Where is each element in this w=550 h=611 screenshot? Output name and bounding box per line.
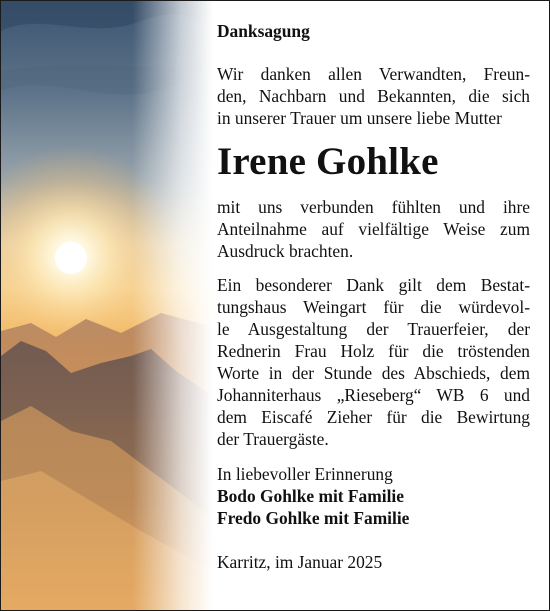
sunset-landscape-graphic: [1, 1, 213, 610]
signature-line: Bodo Gohlke mit Familie: [217, 486, 404, 506]
thanks-paragraph: [217, 196, 530, 262]
sunset-mountain-image: [1, 1, 213, 610]
closing-phrase: In liebevoller Erinnerung: [217, 464, 393, 484]
special-thanks-line: der Trauergäste.: [217, 429, 329, 449]
special-thanks-paragraph: [217, 274, 530, 450]
signature-line: Fredo Gohlke mit Familie: [217, 508, 410, 528]
deceased-name: Irene Gohlke: [217, 140, 439, 183]
notice-heading: Danksagung: [217, 21, 310, 41]
place-and-date: Karritz, im Januar 2025: [217, 552, 383, 572]
intro-line: in unserer Trauer um unsere liebe Mutter: [217, 108, 502, 128]
intro-line: Wir danken allen Verwandten, Freun-: [217, 64, 530, 84]
special-thanks-line: Rednerin Frau Holz für die tröstenden: [217, 341, 530, 361]
special-thanks-line: dem Eiscafé Zieher für die Bewirtung: [217, 407, 530, 427]
special-thanks-line: Johanniterhaus „Rieseberg“ WB 6 und: [217, 385, 530, 405]
special-thanks-line: le Ausgestaltung der Trauerfeier, der: [217, 319, 530, 339]
thanks-line: Anteilnahme auf vielfältige Weise zum: [217, 219, 530, 239]
closing-block: [217, 463, 530, 573]
thanks-line: Ausdruck brachten.: [217, 241, 354, 261]
special-thanks-line: Ein besonderer Dank gilt dem Bestat-: [217, 275, 530, 295]
thanks-line: mit uns verbunden fühlten und ihre: [217, 197, 530, 217]
notice-text: [217, 20, 530, 573]
special-thanks-line: Worte in der Stunde des Abschieds, dem: [217, 363, 530, 383]
intro-line: den, Nachbarn und Bekannten, die sich: [217, 86, 530, 106]
intro-paragraph: [217, 63, 530, 129]
special-thanks-line: tungshaus Weingart für die würdevol-: [217, 297, 530, 317]
